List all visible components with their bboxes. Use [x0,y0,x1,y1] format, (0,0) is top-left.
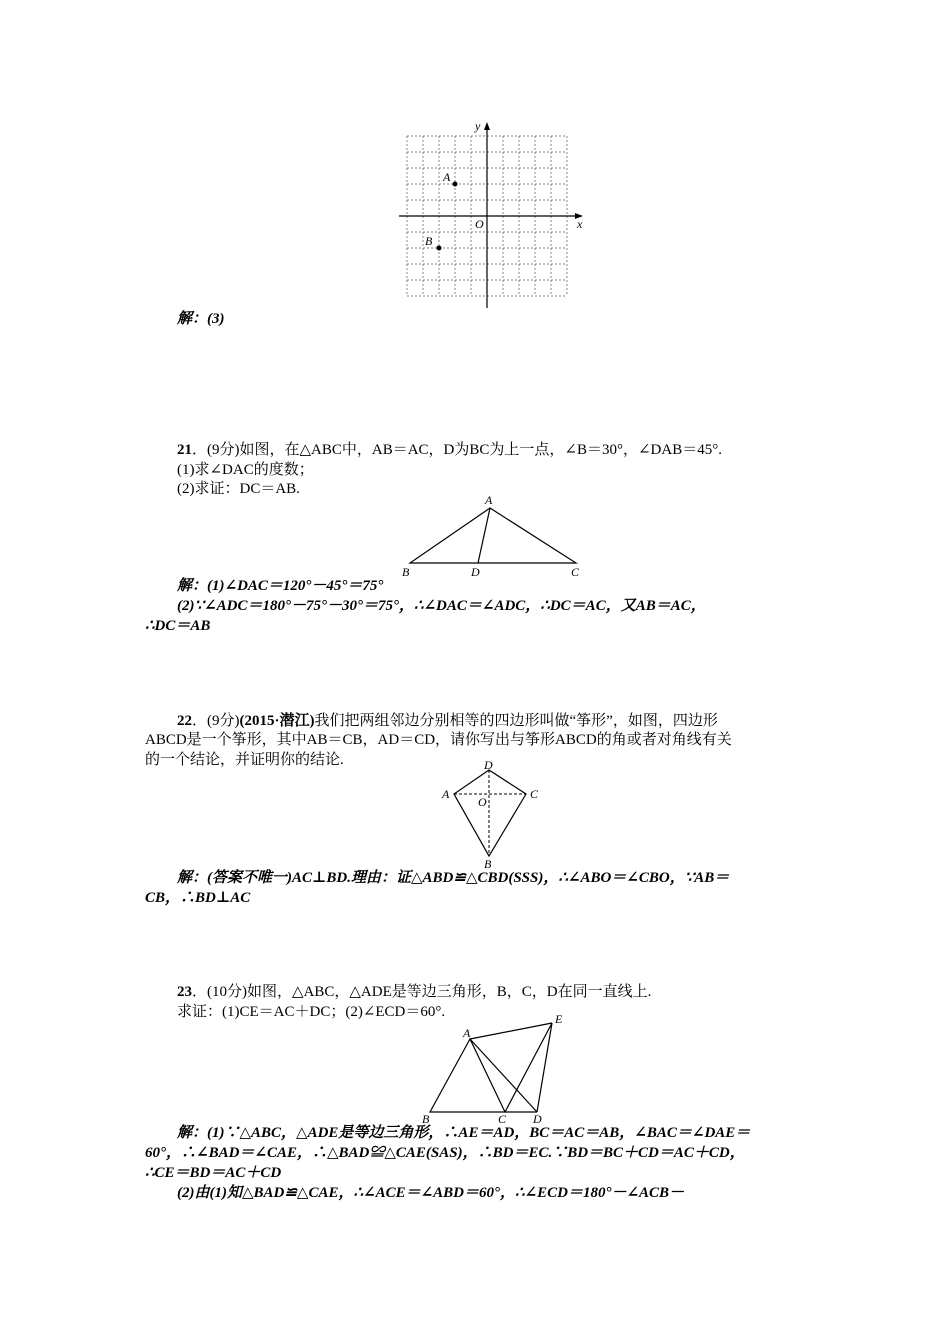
label-a: A [485,493,493,507]
label-c: C [571,565,580,579]
label-a: A [463,1026,471,1040]
label-c: C [530,787,539,801]
y-axis-arrow-icon [484,122,490,130]
triangle-abc [430,1039,505,1112]
y-axis-label: y [475,119,481,133]
origin-label: O [475,217,484,231]
label-a: A [442,787,450,801]
label-d: D [533,1112,542,1126]
q21-answer-line1: 解：(1)∠DAC＝120°－45°＝75° [177,578,384,594]
label-o: O [478,795,487,809]
label-b: B [402,565,410,579]
triangle-abc [410,508,576,563]
q21-answer-line2: (2)∵∠ADC＝180°－75°－30°＝75°，∴∠DAC＝∠ADC，∴DC＝AC，又AB＝AC， [177,598,706,614]
q22-answer-line1: 解：(答案不唯一)AC⊥BD.理由：证△ABD≌△CBD(SSS)，∴∠ABO＝∠CBO，∵AB＝ [177,870,730,886]
point-a [453,182,458,187]
q20-answer [177,310,225,328]
point-a-label: A [443,170,451,184]
label-e: E [555,1012,563,1026]
question-number: 23 [177,984,192,1000]
q22-line1: 22．(9分)(2015·潜江)我们把两组邻边分别相等的四边形叫做“筝形”，如图，四边形 [177,713,718,729]
segment-ae [470,1023,552,1039]
q23-answer-line2: 60°，∴∠BAD＝∠CAE，∴△BAD≌△CAE(SAS)，∴BD＝EC.∵BD＝BC＋CD＝AC＋CD， [145,1145,745,1161]
q23-answer-line3: ∴CE＝BD＝AC＋CD [145,1165,282,1181]
label-c: C [498,1112,507,1126]
q21-line3: (2)求证：DC＝AB. [177,481,300,497]
coordinate-grid-figure [395,118,590,313]
segment-ad [470,1039,537,1112]
segment-ad [478,508,490,563]
label-b: B [484,857,492,871]
question-number: 21 [177,442,192,458]
label-d: D [471,565,480,579]
q21-line1: 21．(9分)如图，在△ABC中，AB＝AC，D为BC为上一点，∠B＝30°，∠DAB＝45°. [177,442,722,458]
q23-line2: 求证：(1)CE＝AC＋DC；(2)∠ECD＝60°. [177,1004,446,1020]
answer-prefix: 解： [177,311,208,327]
kite-abcd [454,770,526,856]
q21-triangle-figure [398,492,588,580]
q23-triangles-figure [415,1012,575,1128]
point-b-label: B [425,234,433,248]
question-number: 22 [177,713,192,729]
q22-kite-figure [436,760,546,872]
q21-line2: (1)求∠DAC的度数； [177,462,314,478]
x-axis-label: x [577,217,583,231]
q22-answer-line2: CB，∴BD⊥AC [145,890,251,906]
source-tag: (2015·潜江) [239,713,315,729]
label-b: B [422,1112,430,1126]
answer-text: (3) [207,311,225,327]
q23-answer-line4: (2)由(1)知△BAD≌△CAE，∴∠ACE＝∠ABD＝60°，∴∠ECD＝180°－∠ACB－ [177,1185,685,1201]
q22-line3: 的一个结论，并证明你的结论. [145,752,344,768]
q22-line2: ABCD是一个筝形，其中AB＝CB，AD＝CD，请你写出与筝形ABCD的角或者对角线有关 [145,732,732,748]
q21-answer-line3: ∴DC＝AB [145,618,211,634]
q23-line1: 23．(10分)如图，△ABC，△ADE是等边三角形，B，C，D在同一直线上. [177,984,652,1000]
point-b [437,246,442,251]
label-d: D [484,760,493,772]
q23-answer-line1: 解：(1)∵△ABC，△ADE是等边三角形，∴AE＝AD，BC＝AC＝AB，∠BAC＝∠DAE＝ [177,1125,751,1141]
